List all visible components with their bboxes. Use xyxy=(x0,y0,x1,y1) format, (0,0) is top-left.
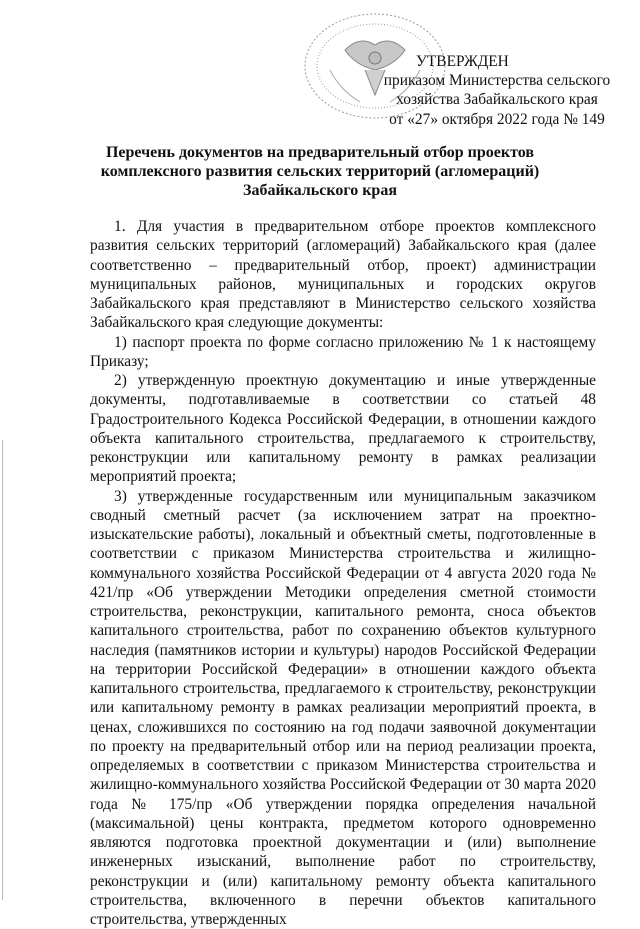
approval-stamp xyxy=(362,52,632,129)
approval-line: приказом Министерства сельского xyxy=(362,71,632,90)
scan-edge-line xyxy=(2,440,3,900)
document-title xyxy=(70,143,570,200)
approval-heading: УТВЕРЖДЕН xyxy=(416,52,632,71)
list-item-3: 3) утвержденные государственным или муниципальным заказчиком сводный сметный расчет (за исключением затрат на проектно-изыскательские работы), локальный и объектный сметы, подготовленные в соответствии с приказом Министерства строительства и жилищно-коммунального хозяйства Российской Федерации от 4 августа 2020 года № 421/пр «Об утверждении Методики определения сметной стоимости строительства, реконструкции, капитального ремонта, сноса объектов капитального строительства, работ по сохранению объектов культурного наследия (памятников истории и культуры) народов Российской Федерации на территории Российской Федерации» в отношении каждого объекта капитального строительства, предлагаемого к строительству, реконструкции или капитальному ремонту в рамках реализации мероприятий проекта, в ценах, сложившихся по состоянию на год подачи заявочной документации по проекту на предварительный отбор или на период реализации проекта, определяемых в соответствии с приказом Министерства строительства и жилищно-коммунального хозяйства Российской Федерации от 30 марта 2020 года № 175/пр «Об утверждении порядка определения начальной (максимальной) цены контракта, предметом которого одновременно являются подготовка проектной документации и (или) выполнение инженерных изысканий, выполнение работ по строительству, реконструкции и (или) капитальному ремонту объекта капитального строительства, включенного в перечни объектов капитального строительства, утвержденных xyxy=(90,487,596,929)
approval-date: от «27» октября 2022 года № 149 xyxy=(362,110,632,129)
paragraph-1: 1. Для участия в предварительном отборе проектов комплексного развития сельских территорий (агломераций) Забайкальского края (далее соответственно – предварительный отбор, проект) администрации муниципальных районов, муниципальных и городских округов Забайкальского края представляют в Министерство сельского хозяйства Забайкальского края следующие документы: xyxy=(90,217,596,333)
title-line: комплексного развития сельских территорий (агломераций) xyxy=(70,162,570,181)
title-line: Забайкальского края xyxy=(70,181,570,200)
list-item-2: 2) утвержденную проектную документацию и иные утвержденные документы, подготавливаемые в соответствии со статьей 48 Градостроительного Кодекса Российской Федерации, в отношении каждого объекта капитального строительства, предлагаемого к строительству, реконструкции или капитальному ремонту в рамках реализации мероприятий проекта; xyxy=(90,371,596,487)
document-body xyxy=(90,217,596,929)
list-item-1: 1) паспорт проекта по форме согласно приложению № 1 к настоящему Приказу; xyxy=(90,333,596,372)
title-line: Перечень документов на предварительный отбор проектов xyxy=(70,143,570,162)
approval-line: хозяйства Забайкальского края xyxy=(362,90,632,109)
